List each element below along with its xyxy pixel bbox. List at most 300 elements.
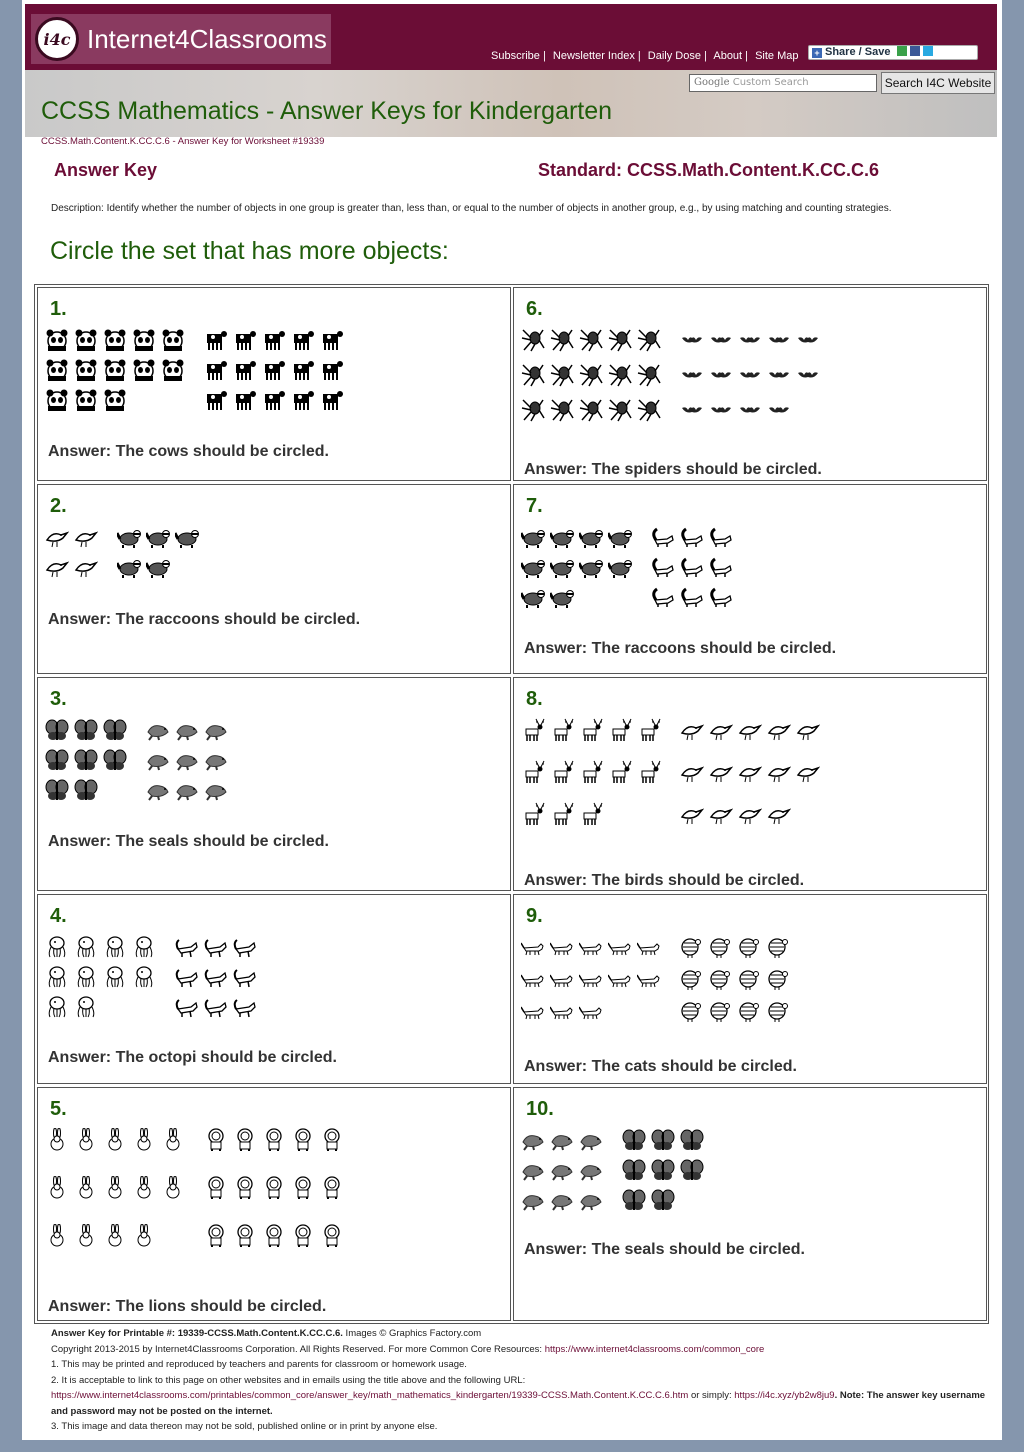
bat-icon — [796, 363, 820, 387]
problem-number: 2. — [50, 495, 67, 517]
search-button[interactable]: Search I4C Website — [881, 72, 995, 94]
cow-icon — [291, 358, 315, 382]
seal-icon — [550, 1188, 574, 1212]
seal-icon — [579, 1128, 603, 1152]
picture-row — [648, 553, 735, 583]
picture-row — [42, 1222, 187, 1270]
turkey-icon — [738, 935, 762, 959]
banner — [25, 70, 997, 137]
cat-icon — [579, 935, 603, 959]
cat-icon — [521, 999, 545, 1023]
problem-answer: Answer: The birds should be circled. — [524, 872, 805, 889]
rabbit-icon — [45, 1128, 69, 1152]
butterfly-icon — [74, 748, 98, 772]
instruction: Circle the set that has more objects: — [50, 237, 449, 265]
problem-answer: Answer: The lions should be circled. — [48, 1298, 327, 1315]
picture-row — [114, 523, 201, 553]
problem-cell — [37, 1087, 511, 1321]
picture-row — [42, 553, 100, 583]
bird-icon — [45, 525, 69, 549]
spider-icon — [637, 328, 661, 352]
spider-icon — [521, 398, 545, 422]
panda-icon — [161, 328, 185, 352]
skunk-icon — [680, 555, 704, 579]
bat-icon — [709, 363, 733, 387]
panda-icon — [103, 358, 127, 382]
butterfly-icon — [103, 748, 127, 772]
problem-answer: Answer: The octopi should be circled. — [48, 1049, 337, 1066]
seal-icon — [175, 778, 199, 802]
problem-grid — [34, 284, 989, 1324]
picture-groups — [518, 523, 749, 613]
share-save-button[interactable]: + Share / Save — [808, 45, 978, 60]
bird-icon — [680, 802, 704, 826]
picture-row — [143, 716, 230, 746]
panda-icon — [132, 328, 156, 352]
raccoon-icon — [550, 585, 574, 609]
cow-icon — [262, 388, 286, 412]
butterfly-icon — [45, 778, 69, 802]
panda-icon — [45, 358, 69, 382]
picture-row — [619, 1186, 706, 1216]
lion-icon — [204, 1176, 228, 1200]
twitter-icon — [923, 46, 933, 56]
seal-icon — [175, 748, 199, 772]
picture-row — [619, 1156, 706, 1186]
seal-icon — [579, 1158, 603, 1182]
problem-answer: Answer: The seals should be circled. — [48, 833, 329, 850]
short-url-link[interactable]: https://i4c.xyz/yb2w8ju9 — [734, 1390, 835, 1401]
cow-icon — [233, 358, 257, 382]
butterfly-icon — [45, 748, 69, 772]
seal-icon — [521, 1158, 545, 1182]
picture-row — [677, 965, 793, 997]
cat-icon — [521, 967, 545, 991]
bat-icon — [709, 328, 733, 352]
fox-icon — [233, 965, 257, 989]
problem-cell — [37, 894, 511, 1084]
picture-row — [518, 1156, 605, 1186]
picture-row — [201, 326, 346, 356]
lion-icon — [233, 1176, 257, 1200]
fox-group[interactable] — [172, 933, 259, 1023]
lion-icon — [320, 1128, 344, 1152]
turkey-icon — [767, 935, 791, 959]
picture-row — [114, 553, 201, 583]
seal-group[interactable] — [143, 716, 230, 806]
nav-subscribe[interactable]: Subscribe | — [491, 50, 546, 62]
bat-icon — [796, 328, 820, 352]
problem-number: 5. — [50, 1098, 67, 1120]
cat-group[interactable] — [518, 933, 663, 1029]
footer-note-1: 1. This may be printed and reproduced by teachers and parents for classroom or homework usage. — [51, 1359, 467, 1370]
bird-icon — [738, 718, 762, 742]
butterfly-icon — [103, 718, 127, 742]
seal-icon — [175, 718, 199, 742]
cow-group[interactable] — [201, 326, 346, 416]
raccoon-icon — [521, 585, 545, 609]
raccoon-icon — [550, 555, 574, 579]
plus-icon: + — [812, 48, 822, 58]
common-core-link[interactable]: https://www.internet4classrooms.com/common_core — [544, 1343, 765, 1355]
picture-groups — [42, 933, 273, 1023]
bat-icon — [738, 363, 762, 387]
fox-icon — [175, 935, 199, 959]
seal-icon — [204, 778, 228, 802]
bird-icon — [74, 555, 98, 579]
problem-cell — [513, 894, 987, 1084]
spider-group[interactable] — [518, 326, 663, 431]
picture-groups — [42, 523, 215, 583]
raccoon-icon — [579, 555, 603, 579]
picture-row — [518, 396, 663, 431]
picture-row — [42, 326, 187, 356]
deer-icon — [579, 802, 603, 826]
picture-row — [42, 776, 129, 806]
site-logo[interactable] — [31, 14, 331, 64]
rabbit-icon — [132, 1176, 156, 1200]
fox-icon — [204, 965, 228, 989]
butterfly-group[interactable] — [619, 1126, 706, 1216]
site-header — [25, 4, 997, 137]
lion-icon — [233, 1128, 257, 1152]
problem-cell — [37, 287, 511, 481]
picture-row — [518, 583, 634, 613]
cat-icon — [608, 935, 632, 959]
octopus-icon — [103, 935, 127, 959]
cow-icon — [262, 358, 286, 382]
rabbit-icon — [45, 1176, 69, 1200]
panda-icon — [74, 388, 98, 412]
page — [22, 0, 1002, 1440]
spider-icon — [550, 398, 574, 422]
bat-icon — [738, 328, 762, 352]
skunk-icon — [680, 585, 704, 609]
turkey-icon — [738, 999, 762, 1023]
problem-number: 7. — [526, 495, 543, 517]
butterfly-icon — [45, 718, 69, 742]
spider-icon — [521, 363, 545, 387]
picture-row — [172, 993, 259, 1023]
butterfly-icon — [622, 1158, 646, 1182]
bat-icon — [709, 398, 733, 422]
picture-row — [677, 716, 822, 758]
nav-site-map[interactable]: Site Map — [755, 50, 799, 62]
rabbit-icon — [103, 1176, 127, 1200]
picture-groups — [518, 933, 807, 1029]
seal-group[interactable] — [518, 1126, 605, 1216]
picture-row — [42, 1174, 187, 1222]
picture-row — [648, 523, 735, 553]
picture-row — [648, 583, 735, 613]
octopus-icon — [45, 935, 69, 959]
problem-number: 9. — [526, 905, 543, 927]
deer-icon — [637, 760, 661, 784]
problem-answer: Answer: The raccoons should be circled. — [48, 611, 361, 628]
panda-icon — [103, 388, 127, 412]
octopus-icon — [132, 965, 156, 989]
lion-icon — [320, 1224, 344, 1248]
picture-groups — [518, 1126, 720, 1216]
lion-icon — [291, 1176, 315, 1200]
nav-about[interactable]: About | — [713, 50, 749, 62]
skunk-icon — [709, 525, 733, 549]
skunk-icon — [651, 555, 675, 579]
rabbit-icon — [132, 1224, 156, 1248]
spider-icon — [579, 363, 603, 387]
picture-row — [518, 361, 663, 396]
picture-row — [42, 746, 129, 776]
octopus-icon — [74, 935, 98, 959]
lion-icon — [262, 1128, 286, 1152]
picture-row — [143, 746, 230, 776]
picture-row — [518, 326, 663, 361]
octopus-icon — [74, 965, 98, 989]
cat-icon — [550, 999, 574, 1023]
problem-number: 3. — [50, 688, 67, 710]
cat-icon — [637, 935, 661, 959]
bird-icon — [680, 718, 704, 742]
bird-icon — [796, 760, 820, 784]
fox-icon — [175, 995, 199, 1019]
raccoon-icon — [521, 555, 545, 579]
panda-group[interactable] — [42, 326, 187, 416]
picture-row — [42, 523, 100, 553]
picture-row — [42, 993, 158, 1023]
skunk-icon — [709, 585, 733, 609]
turkey-group[interactable] — [677, 933, 793, 1029]
skunk-group[interactable] — [648, 523, 735, 613]
fox-icon — [233, 935, 257, 959]
spider-icon — [608, 398, 632, 422]
raccoon-group[interactable] — [518, 523, 634, 613]
butterfly-icon — [680, 1158, 704, 1182]
raccoon-icon — [117, 555, 141, 579]
bird-icon — [738, 760, 762, 784]
rabbit-icon — [74, 1176, 98, 1200]
octopus-icon — [45, 965, 69, 989]
cat-icon — [579, 967, 603, 991]
logo-badge-icon: i4c — [35, 17, 79, 61]
spider-icon — [550, 328, 574, 352]
problem-answer: Answer: The raccoons should be circled. — [524, 640, 837, 657]
raccoon-icon — [175, 525, 199, 549]
deer-icon — [608, 718, 632, 742]
octopus-icon — [45, 995, 69, 1019]
butterfly-icon — [622, 1128, 646, 1152]
lion-icon — [204, 1128, 228, 1152]
picture-row — [518, 553, 634, 583]
spider-icon — [521, 328, 545, 352]
picture-groups — [42, 1126, 360, 1270]
deer-icon — [550, 802, 574, 826]
bird-icon — [709, 802, 733, 826]
butterfly-icon — [651, 1128, 675, 1152]
cow-icon — [204, 388, 228, 412]
fox-icon — [204, 935, 228, 959]
lion-icon — [204, 1224, 228, 1248]
raccoon-icon — [146, 555, 170, 579]
deer-icon — [579, 760, 603, 784]
picture-row — [677, 800, 822, 842]
cat-icon — [608, 967, 632, 991]
turkey-icon — [680, 935, 704, 959]
cow-icon — [204, 358, 228, 382]
bird-icon — [45, 555, 69, 579]
deer-group[interactable] — [518, 716, 663, 842]
fox-icon — [175, 965, 199, 989]
spider-icon — [637, 363, 661, 387]
picture-row — [42, 716, 129, 746]
spider-icon — [579, 398, 603, 422]
seal-icon — [521, 1188, 545, 1212]
cow-icon — [291, 328, 315, 352]
bird-icon — [767, 760, 791, 784]
bat-icon — [767, 363, 791, 387]
skunk-icon — [651, 525, 675, 549]
deer-icon — [550, 718, 574, 742]
cat-icon — [521, 935, 545, 959]
raccoon-icon — [608, 555, 632, 579]
panda-icon — [45, 388, 69, 412]
picture-row — [42, 386, 187, 416]
butterfly-icon — [651, 1158, 675, 1182]
bird-icon — [680, 760, 704, 784]
picture-row — [518, 1186, 605, 1216]
cow-icon — [204, 328, 228, 352]
problem-number: 1. — [50, 298, 67, 320]
picture-groups — [518, 326, 836, 431]
footer — [51, 1326, 999, 1435]
picture-row — [42, 933, 158, 963]
bird-icon — [796, 718, 820, 742]
rabbit-icon — [103, 1224, 127, 1248]
lion-icon — [262, 1224, 286, 1248]
raccoon-group[interactable] — [114, 523, 201, 583]
picture-row — [518, 997, 663, 1029]
skunk-icon — [709, 555, 733, 579]
problem-answer: Answer: The seals should be circled. — [524, 1241, 805, 1258]
turkey-icon — [680, 967, 704, 991]
page-title: CCSS Mathematics - Answer Keys for Kindergarten — [41, 97, 613, 125]
rabbit-group[interactable] — [42, 1126, 187, 1270]
octopus-group[interactable] — [42, 933, 158, 1023]
rabbit-icon — [103, 1128, 127, 1152]
cow-icon — [320, 388, 344, 412]
picture-row — [201, 1174, 346, 1222]
picture-row — [677, 361, 822, 396]
panda-icon — [161, 358, 185, 382]
butterfly-icon — [651, 1188, 675, 1212]
picture-row — [518, 800, 663, 842]
problem-cell — [513, 1087, 987, 1321]
footer-line-1: Answer Key for Printable #: 19339-CCSS.Math.Content.K.CC.C.6. Images © Graphics Factory.com — [51, 1328, 482, 1339]
skunk-icon — [680, 525, 704, 549]
spider-icon — [608, 363, 632, 387]
logo-text: Internet4Classrooms — [87, 24, 327, 54]
nav-newsletter-index[interactable]: Newsletter Index | — [552, 50, 641, 62]
fox-icon — [204, 995, 228, 1019]
bird-group[interactable] — [42, 523, 100, 583]
bat-icon — [680, 363, 704, 387]
picture-row — [201, 356, 346, 386]
search-input[interactable]: Google Custom Search — [689, 74, 877, 92]
bird-icon — [767, 802, 791, 826]
picture-row — [42, 356, 187, 386]
turkey-icon — [767, 999, 791, 1023]
footer-note-3: 3. This image and data thereon may not be sold, published online or in print by anyone else. — [51, 1421, 438, 1432]
bat-icon — [680, 328, 704, 352]
facebook-icon — [910, 46, 920, 56]
top-nav — [491, 50, 803, 62]
problem-cell — [513, 677, 987, 891]
seal-icon — [550, 1158, 574, 1182]
butterfly-group[interactable] — [42, 716, 129, 806]
rabbit-icon — [161, 1176, 185, 1200]
raccoon-icon — [608, 525, 632, 549]
picture-row — [42, 963, 158, 993]
panda-icon — [103, 328, 127, 352]
rabbit-icon — [74, 1224, 98, 1248]
picture-row — [518, 758, 663, 800]
seal-icon — [204, 748, 228, 772]
bird-icon — [738, 802, 762, 826]
panda-icon — [74, 328, 98, 352]
raccoon-icon — [146, 525, 170, 549]
picture-row — [677, 758, 822, 800]
deer-icon — [521, 802, 545, 826]
panda-icon — [74, 358, 98, 382]
cow-icon — [291, 388, 315, 412]
problem-number: 10. — [526, 1098, 554, 1120]
nav-daily-dose[interactable]: Daily Dose | — [647, 50, 707, 62]
worksheet-url-link[interactable]: https://www.internet4classrooms.com/printables/common_core/answer_key/math_mathematics_kindergarten/19339-CCSS.Math.Content.K.CC.C.6.htm — [51, 1390, 689, 1401]
standard-label: Standard: CCSS.Math.Content.K.CC.C.6 — [538, 160, 880, 180]
raccoon-icon — [579, 525, 603, 549]
cat-icon — [550, 967, 574, 991]
butterfly-icon — [680, 1128, 704, 1152]
share-icon — [897, 46, 907, 56]
rabbit-icon — [161, 1128, 185, 1152]
turkey-icon — [767, 967, 791, 991]
picture-groups — [518, 716, 836, 842]
picture-row — [143, 776, 230, 806]
bat-icon — [767, 398, 791, 422]
cow-icon — [320, 358, 344, 382]
seal-icon — [550, 1128, 574, 1152]
rabbit-icon — [132, 1128, 156, 1152]
panda-icon — [45, 328, 69, 352]
breadcrumb[interactable]: CCSS.Math.Content.K.CC.C.6 - Answer Key for Worksheet #19339 — [41, 136, 325, 147]
seal-icon — [204, 718, 228, 742]
picture-groups — [42, 716, 244, 806]
seal-icon — [521, 1128, 545, 1152]
octopus-icon — [74, 995, 98, 1019]
raccoon-icon — [117, 525, 141, 549]
deer-icon — [608, 760, 632, 784]
deer-icon — [521, 760, 545, 784]
lion-group[interactable] — [201, 1126, 346, 1270]
bird-icon — [709, 760, 733, 784]
bat-group[interactable] — [677, 326, 822, 431]
butterfly-icon — [74, 718, 98, 742]
lion-icon — [291, 1128, 315, 1152]
footer-urls: https://www.internet4classrooms.com/printables/common_core/answer_key/math_mathematics_kindergarten/19339-CCSS.Math.Content.K.CC.C.6.htm or simply: https://i4c.xyz/yb2w8ju9. Note: The answer key username and password may not be posted on the internet. — [51, 1390, 986, 1417]
bird-icon — [767, 718, 791, 742]
lion-icon — [233, 1224, 257, 1248]
bird-group[interactable] — [677, 716, 822, 842]
footer-note-2: 2. It is acceptable to link to this page on other websites and in emails using the title above and the following URL: — [51, 1374, 526, 1386]
